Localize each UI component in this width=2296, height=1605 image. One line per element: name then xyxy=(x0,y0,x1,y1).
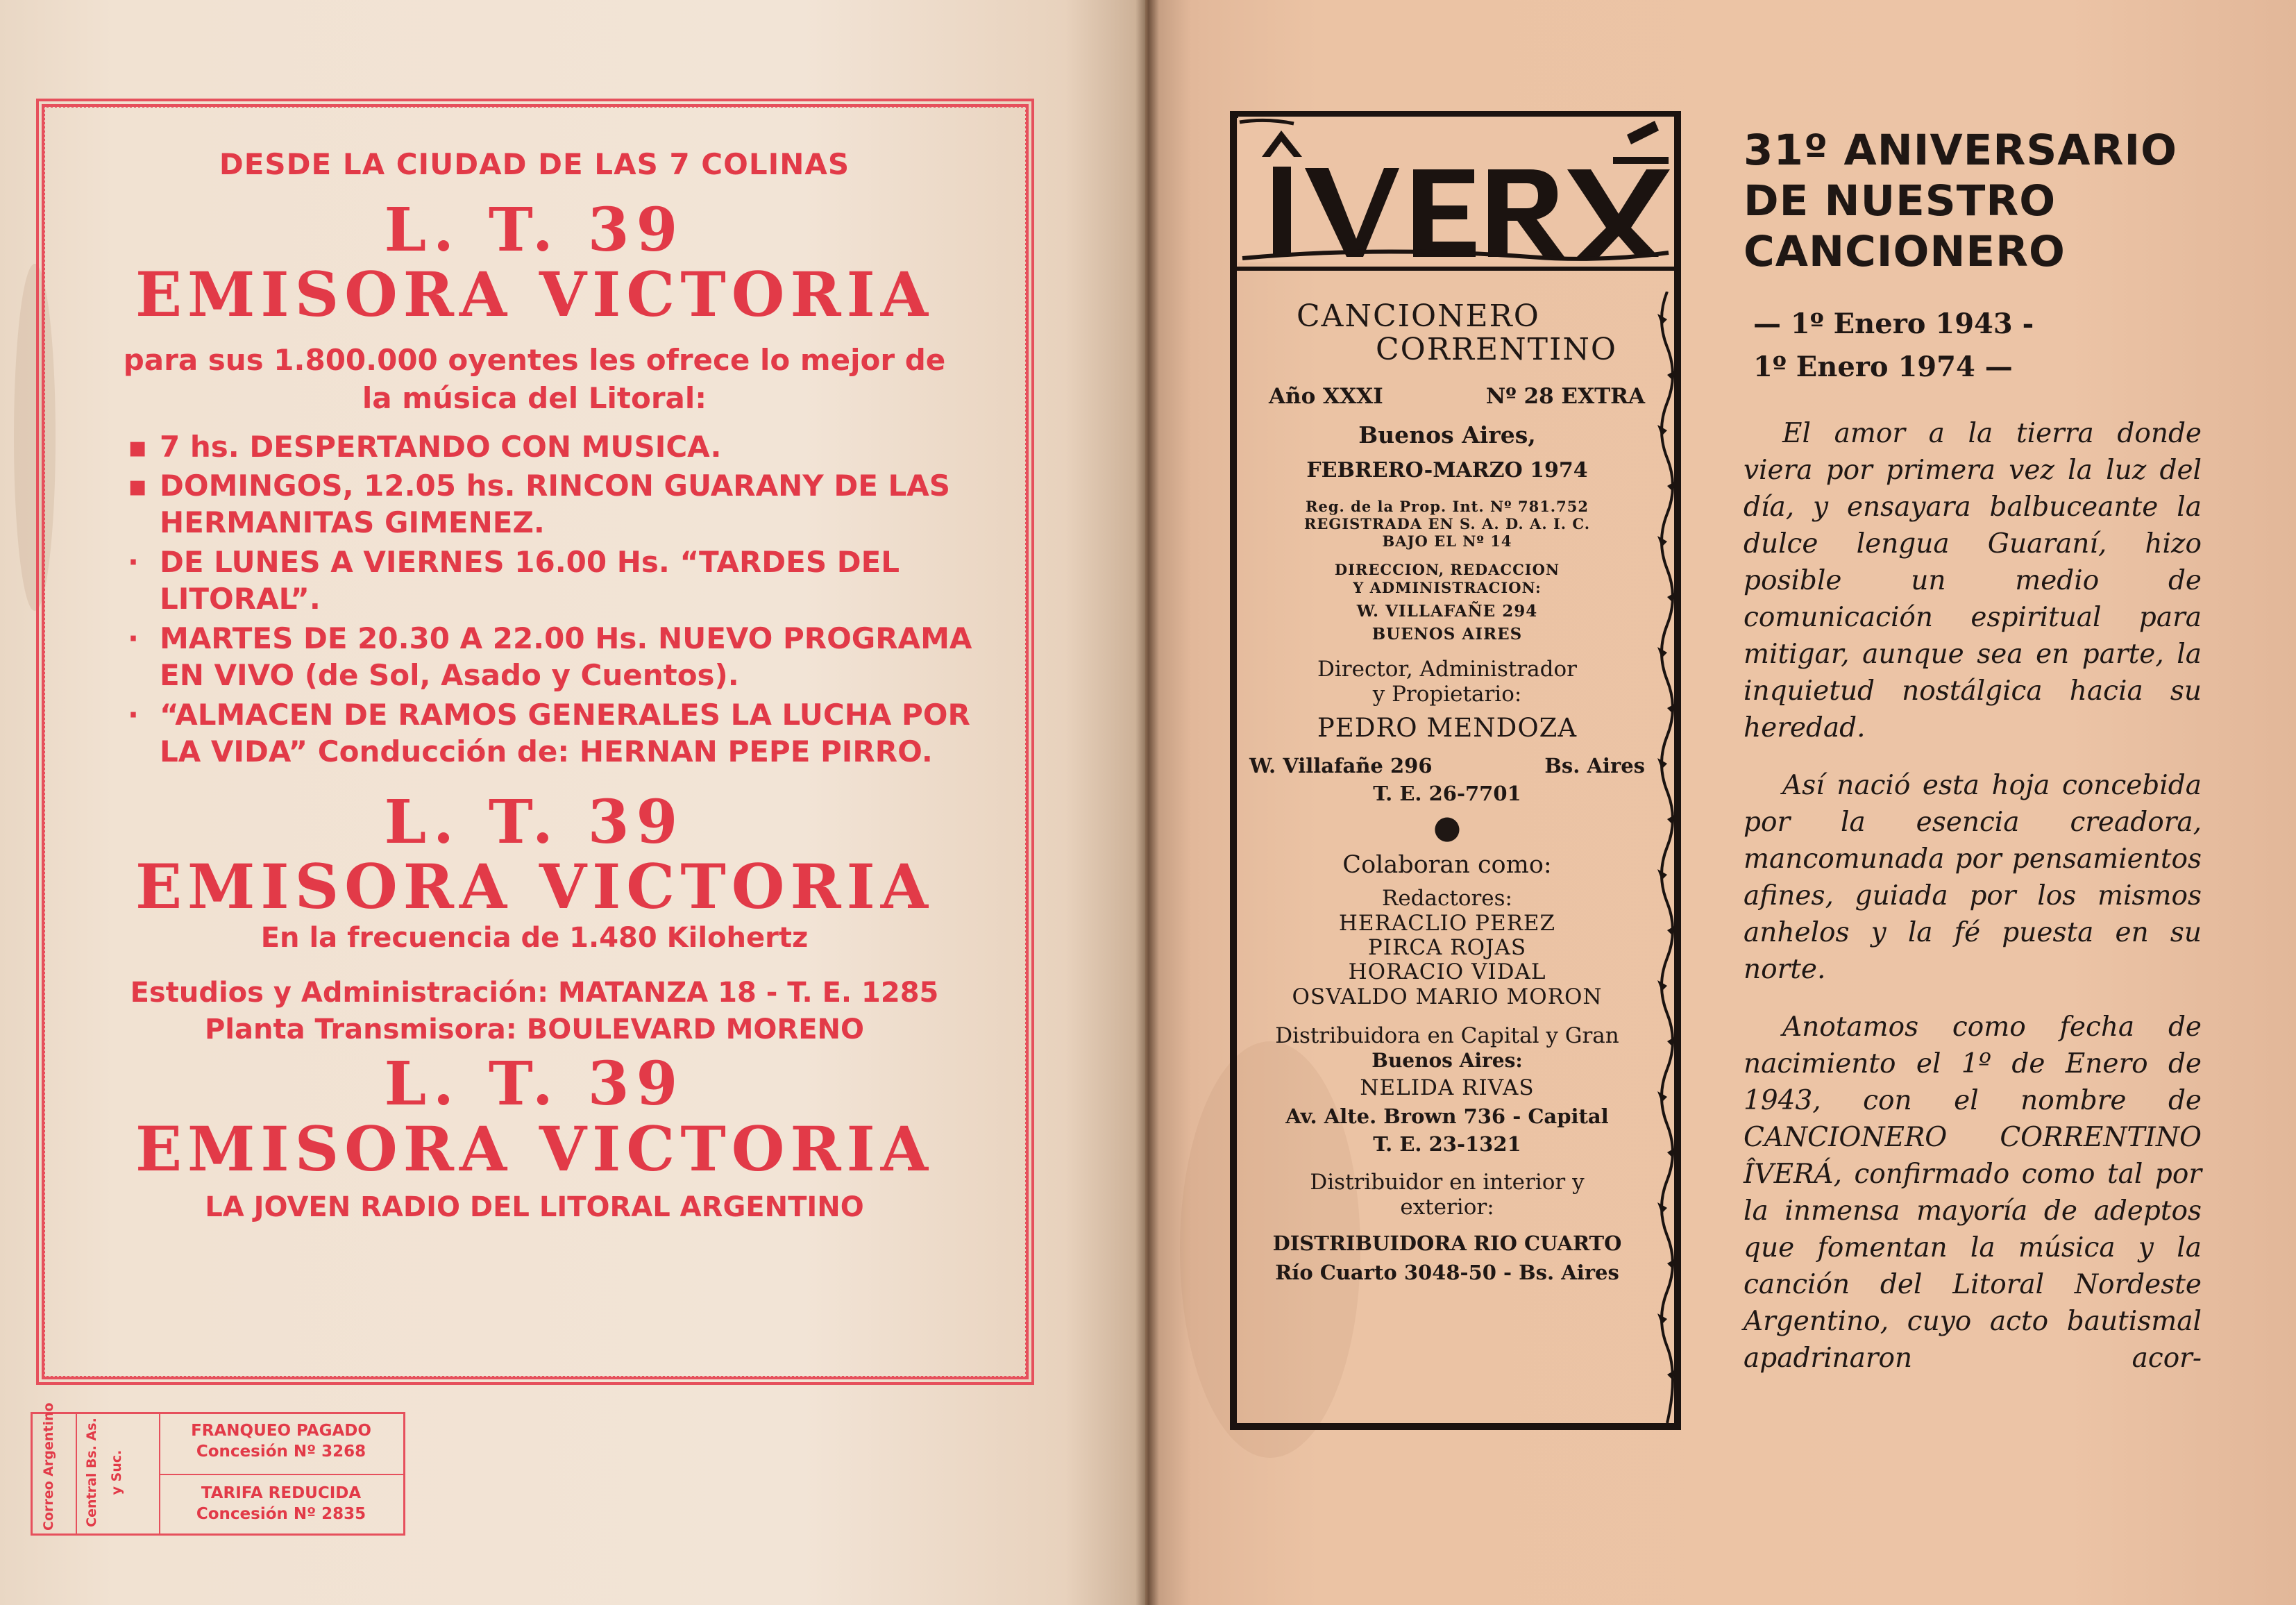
masthead-info xyxy=(1249,300,1645,1284)
masthead-director-label-1: Director, Administrador xyxy=(1317,656,1577,682)
masthead-reg-2: REGISTRADA EN S. A. D. A. I. C. xyxy=(1303,514,1591,532)
masthead-dir-4: BUENOS AIRES xyxy=(1371,625,1523,644)
program-item: ▪ DOMINGOS, 12.05 hs. RINCON GUARANY DE LAS HERMANITAS GIMENEZ. xyxy=(128,469,951,540)
postal-stamp-box xyxy=(31,1402,405,1536)
masthead-director-name: PEDRO MENDOZA xyxy=(1317,713,1578,743)
radio-advertisement xyxy=(76,132,993,1226)
redactor-name: HERACLIO PEREZ xyxy=(1338,910,1556,936)
article-date-start: — 1º Enero 1943 - xyxy=(1753,307,2034,340)
masthead-dist-label-1: Distribuidora en Capital y Gran xyxy=(1275,1023,1619,1048)
article-paragraph: El amor a la tierra donde viera por primera vez la luz del día, y ensayara balbuceante la dulce lengua Guaraní, hizo posible un medio de comunicación espiritual para mitigar, aunque sea en parte, la inquietud nostálgica hacia su heredad. xyxy=(1744,417,2202,743)
ad-intro: para sus 1.800.000 oyentes les ofrece lo mejor de la música del Litoral: xyxy=(123,343,946,415)
postal-divider xyxy=(159,1474,403,1475)
article-heading-1: 31º ANIVERSARIO xyxy=(1744,126,2177,175)
postal-correo-label: Correo Argentino xyxy=(41,1402,56,1531)
masthead-separator: ● xyxy=(1433,808,1462,846)
article-heading-2: DE NUESTRO xyxy=(1744,176,2057,226)
ad-frequency: En la frecuencia de 1.480 Kilohertz xyxy=(260,922,809,954)
postal-suc-label: y Suc. xyxy=(109,1449,124,1495)
postal-central-label: Central Bs. As. xyxy=(84,1418,99,1527)
redactor-name: HORACIO VIDAL xyxy=(1348,959,1546,985)
masthead-reg-1: Reg. de la Prop. Int. Nº 781.752 xyxy=(1306,497,1589,515)
ad-station-code: L. T. 39 xyxy=(384,195,685,265)
postal-tarifa-label: TARIFA REDUCIDA xyxy=(201,1484,362,1502)
article-heading-3: CANCIONERO xyxy=(1744,227,2066,277)
postal-col-correo xyxy=(38,1402,77,1533)
program-item: · DE LUNES A VIERNES 16.00 Hs. “TARDES DEL LITORAL”. xyxy=(128,545,900,616)
masthead-dist-int-label-1: Distribuidor en interior y xyxy=(1310,1169,1585,1195)
article-paragraph: Anotamos como fecha de nacimiento el 1º de Enero de 1943, con el nombre de CANCIONERO CORRENTINO ÎVERÁ, confirmado como tal por la inmensa mayoría de adeptos que fomentan la música y la canción del Litoral Nordeste Argentino, cuyo acto bautismal apadrinaron acor- xyxy=(1744,1011,2202,1374)
postal-col-central xyxy=(77,1414,160,1533)
ad-top-line: DESDE LA CIUDAD DE LAS 7 COLINAS xyxy=(219,147,850,181)
masthead-issue: Nº 28 EXTRA xyxy=(1485,383,1645,409)
ad-station-name: EMISORA VICTORIA xyxy=(135,258,934,331)
ad-station-name-3: EMISORA VICTORIA xyxy=(135,1112,934,1185)
ad-slogan: LA JOVEN RADIO DEL LITORAL ARGENTINO xyxy=(205,1191,864,1223)
article-body xyxy=(1744,415,2202,1377)
masthead-address-row xyxy=(1249,754,1645,778)
program-item: ▪ 7 hs. DESPERTANDO CON MUSICA. xyxy=(128,429,722,464)
vine-ornament xyxy=(1652,292,1682,1423)
masthead-title-1: CANCIONERO xyxy=(1297,299,1540,334)
redactor-name: PIRCA ROJAS xyxy=(1367,934,1527,960)
masthead-dist-label-2: Buenos Aires: xyxy=(1371,1048,1523,1072)
postal-franqueo-label: FRANQUEO PAGADO xyxy=(191,1422,371,1440)
masthead-title-2: CORRENTINO xyxy=(1376,332,1617,368)
masthead-colaboran: Colaboran como: xyxy=(1342,851,1552,880)
masthead-dist-address: Av. Alte. Brown 736 - Capital xyxy=(1285,1104,1609,1128)
article-dates xyxy=(1744,303,2202,389)
article-date-end: 1º Enero 1974 — xyxy=(1753,350,2013,383)
ad-station-code-2: L. T. 39 xyxy=(384,787,685,857)
ad-station-code-3: L. T. 39 xyxy=(384,1049,685,1120)
masthead-dist-phone: T. E. 23-1321 xyxy=(1373,1132,1521,1156)
ad-plant: Planta Transmisora: BOULEVARD MORENO xyxy=(204,1013,865,1045)
masthead-reg-3: BAJO EL Nº 14 xyxy=(1382,532,1512,551)
masthead-redactores-label: Redactores: xyxy=(1381,886,1512,911)
masthead-dist-int-label-2: exterior: xyxy=(1400,1195,1494,1220)
program-item: · MARTES DE 20.30 A 22.00 Hs. NUEVO PROGRAMA EN VIVO (de Sol, Asado y Cuentos). xyxy=(128,621,972,692)
masthead-address: W. Villafañe 296 xyxy=(1249,754,1433,778)
postal-franqueo-concesion: Concesión Nº 3268 xyxy=(196,1443,366,1461)
ad-station-name-2: EMISORA VICTORIA xyxy=(135,850,934,923)
ivera-logo xyxy=(1238,117,1674,262)
masthead-city: Buenos Aires, xyxy=(1358,421,1536,448)
masthead-rule xyxy=(1237,267,1681,271)
masthead-director-label-2: y Propietario: xyxy=(1372,682,1522,707)
masthead-year: Año XXXI xyxy=(1269,383,1383,409)
masthead-issue-row xyxy=(1249,384,1645,409)
masthead-dir-3: W. VILLAFAÑE 294 xyxy=(1356,601,1538,621)
book-gutter xyxy=(1136,0,1159,1605)
postal-tarifa-concesion: Concesión Nº 2835 xyxy=(196,1505,366,1523)
redactor-name: OSVALDO MARIO MORON xyxy=(1292,984,1603,1009)
article-paragraph: Así nació esta hoja concebida por la esencia creadora, mancomunada por pensamientos afines, guiada por los mismos anhelos y la fé puesta en su norte. xyxy=(1744,769,2202,985)
masthead-dir-2: Y ADMINISTRACION: xyxy=(1353,578,1542,596)
masthead-dist-int-name: DISTRIBUIDORA RIO CUARTO xyxy=(1272,1232,1622,1256)
ad-studios: Estudios y Administración: MATANZA 18 - T. E. 1285 xyxy=(130,976,939,1009)
anniversary-article xyxy=(1744,125,2202,1397)
program-item: · “ALMACEN DE RAMOS GENERALES LA LUCHA POR LA VIDA” Conducción de: HERNAN PEPE PIRRO. xyxy=(128,697,970,768)
masthead-dist-name: NELIDA RIVAS xyxy=(1360,1075,1535,1100)
masthead-dist-int-address: Río Cuarto 3048-50 - Bs. Aires xyxy=(1275,1261,1619,1285)
masthead-date: FEBRERO-MARZO 1974 xyxy=(1306,457,1588,482)
masthead-address-city: Bs. Aires xyxy=(1544,754,1645,778)
masthead-phone: T. E. 26-7701 xyxy=(1373,782,1521,806)
program-list xyxy=(76,429,993,771)
masthead-dir-1: DIRECCION, REDACCION xyxy=(1334,561,1560,579)
